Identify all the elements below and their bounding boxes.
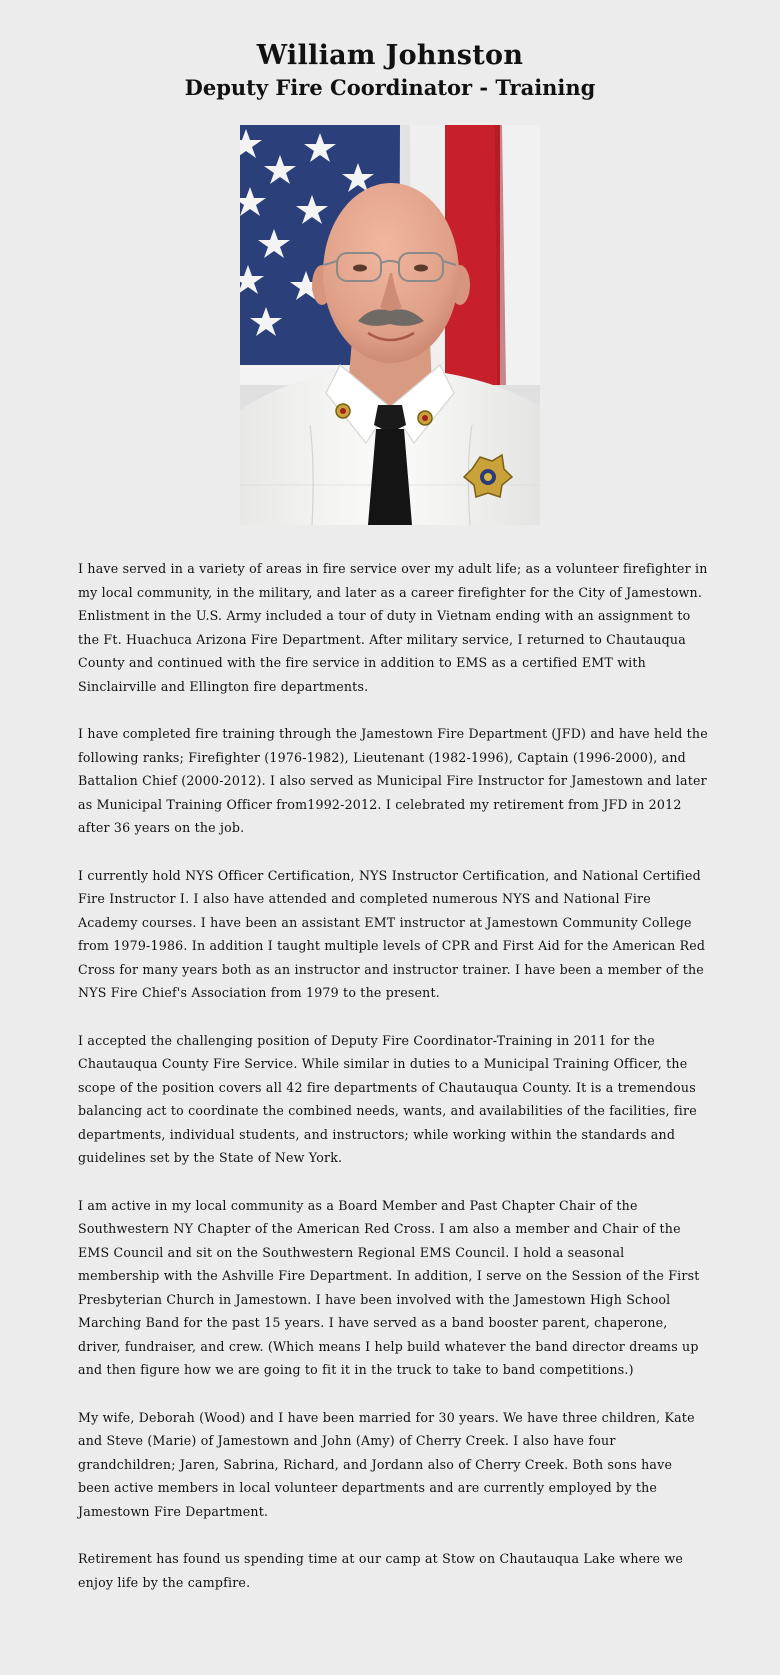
portrait-photo (240, 125, 540, 525)
bio-paragraph: I have completed fire training through the Jamestown Fire Department (JFD) and have held the following ranks; Firefighter (1976-1982), Lieutenant (1982-1996), Captain (1996-2000), and Battalion Chief (2000-2012). I also served as Municipal Fire Instructor for Jamestown and later as Municipal Training Officer from1992-2012. I celebrated my retirement from JFD in 2012 after 36 years on the job. (78, 726, 708, 835)
person-name: William Johnston (256, 40, 524, 71)
bio-paragraph: Retirement has found us spending time at our camp at Stow on Chautauqua Lake where we enjoy life by the campfire. (78, 1551, 684, 1590)
bio-paragraph: My wife, Deborah (Wood) and I have been married for 30 years. We have three children, Kate and Steve (Marie) of Jamestown and John (Amy) of Cherry Creek. I also have four grandchildren; Jaren, Sabrina, Richard, and Jordann also of Cherry Creek. Both sons have been active members in local volunteer departments and are currently employed by the Jamestown Fire Department. (78, 1409, 695, 1519)
biography (78, 557, 708, 1618)
eye-left (353, 265, 367, 272)
bio-paragraph: I have served in a variety of areas in fire service over my adult life; as a volunteer firefighter in my local community, in the military, and later as a career firefighter for the City of Jamestown. Enlistment in the U.S. Army included a tour of duty in Vietnam ending with an assignment to the Ft. Huachuca Arizona Fire Department. After military service, I returned to Chautauqua County and continued with the fire service in addition to EMS as a certified EMT with Sinclairville and Ellington fire departments. (78, 561, 708, 694)
bio-paragraph: I currently hold NYS Officer Certification, NYS Instructor Certification, and National Certified Fire Instructor I. I also have attended and completed numerous NYS and National Fire Academy courses. I have been an assistant EMT instructor at Jamestown Community College from 1979-1986. In addition I taught multiple levels of CPR and First Aid for the American Red Cross for many years both as an instructor and instructor trainer. I have been a member of the NYS Fire Chief's Association from 1979 to the present. (78, 867, 706, 1000)
black-tie (368, 405, 412, 525)
portrait-illustration (240, 125, 540, 525)
person-title: Deputy Fire Coordinator - Training (184, 75, 596, 100)
bio-paragraph: I accepted the challenging position of Deputy Fire Coordinator-Training in 2011 for the Chautauqua County Fire Service. While similar in duties to a Municipal Training Officer, the scope of the position covers all 42 fire departments of Chautauqua County. It is a tremendous balancing act to coordinate the combined needs, wants, and availabilities of the facilities, fire departments, individual students, and instructors; while working within the standards and guidelines set by the State of New York. (78, 1032, 697, 1165)
bio-paragraph: I am active in my local community as a Board Member and Past Chapter Chair of the Southwestern NY Chapter of the American Red Cross. I am also a member and Chair of the EMS Council and sit on the Southwestern Regional EMS Council. I hold a seasonal membership with the Ashville Fire Department. In addition, I serve on the Session of the First Presbyterian Church in Jamestown. I have been involved with the Jamestown High School Marching Band for the past 15 years. I have served as a band booster parent, chaperone, driver, fundraiser, and crew. (Which means I help build whatever the band director dreams up and then figure how we are going to fit it in the truck to take to band competitions.) (78, 1197, 700, 1377)
page-header (0, 0, 780, 102)
eye-right (414, 265, 428, 272)
